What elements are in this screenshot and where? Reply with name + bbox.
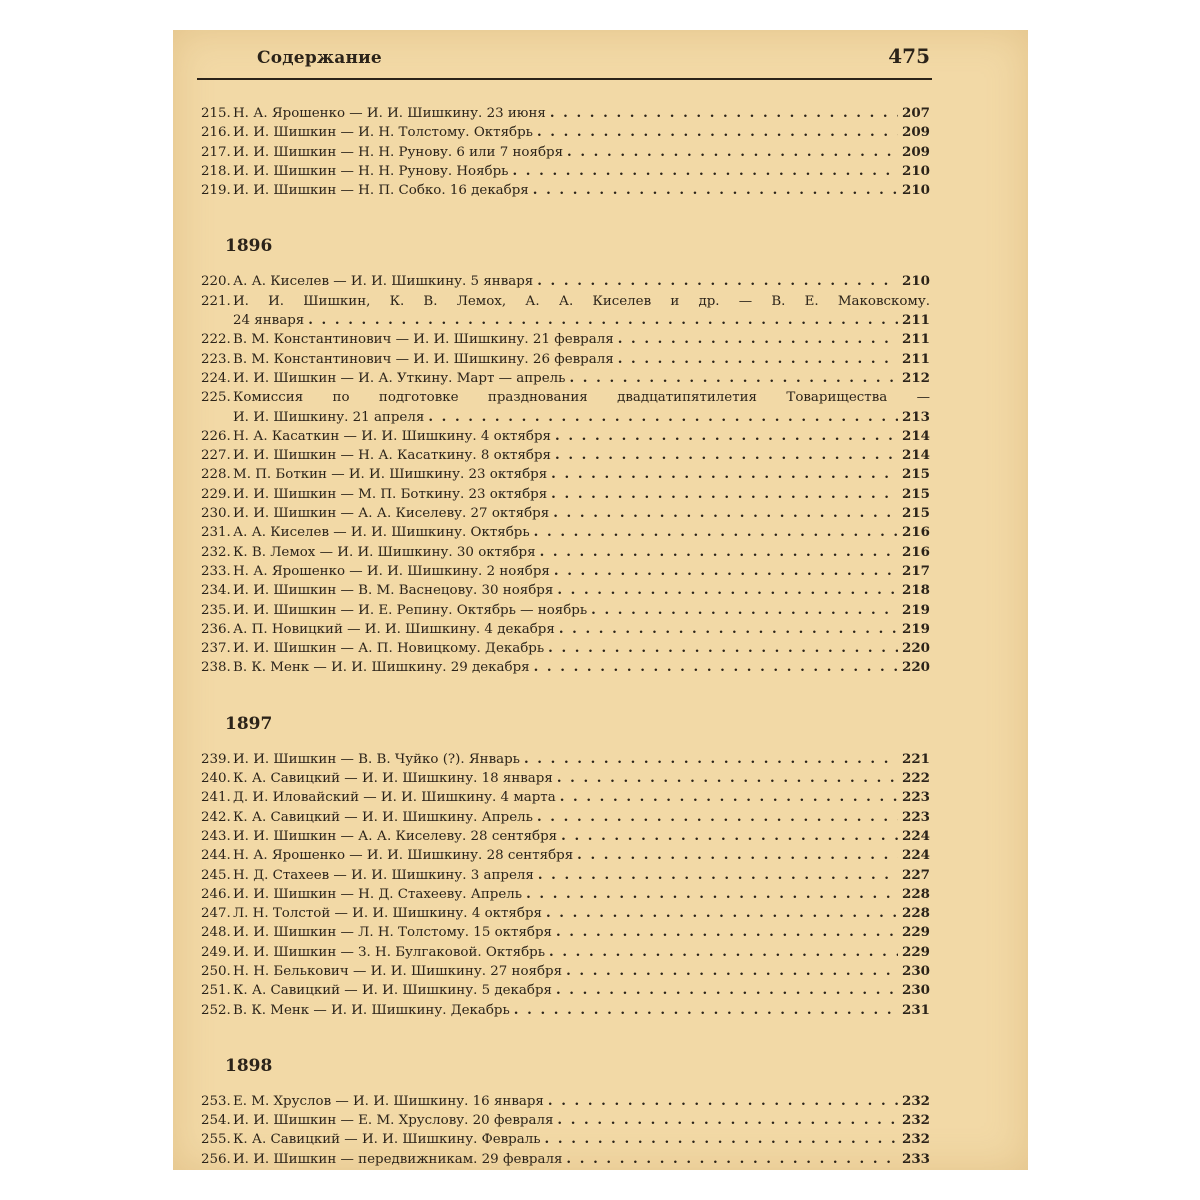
toc-entry	[201, 446, 930, 465]
entry-title: И. И. Шишкин — А. П. Новицкому. Декабрь	[233, 641, 545, 657]
toc-entry	[201, 330, 930, 349]
entry-title-continuation: И. И. Шишкину. 21 апреля	[233, 409, 425, 425]
entry-page-number: 207	[902, 105, 930, 121]
toc-entry	[201, 562, 930, 581]
dot-leader	[555, 446, 898, 465]
entry-page-number: 215	[902, 466, 930, 483]
toc-entry	[201, 1001, 930, 1020]
entry-title: Л. Н. Толстой — И. И. Шишкину. 4 октября	[233, 906, 542, 922]
entry-page-number: 211	[902, 350, 930, 367]
entry-title: В. К. Менк — И. И. Шишкину. 29 декабря	[233, 660, 530, 676]
toc-entry	[201, 485, 930, 504]
dot-leader	[540, 543, 898, 562]
toc-entry	[201, 581, 930, 600]
toc-entry	[201, 788, 930, 807]
entry-number: 222.	[201, 332, 231, 348]
entry-page-number: 211	[902, 312, 930, 329]
toc-entry	[201, 143, 930, 162]
entry-page-number: 213	[902, 408, 930, 425]
entry-page-number: 232	[902, 1092, 930, 1109]
dot-leader	[524, 750, 898, 769]
entry-title: И. И. Шишкин — И. Е. Репину. Октябрь — ноябрь	[233, 602, 588, 618]
dot-leader	[428, 408, 898, 427]
entry-number: 229.	[201, 486, 231, 502]
entry-page-number: 211	[902, 331, 930, 348]
entry-page-number: 215	[902, 485, 930, 502]
entry-number: 221.	[201, 293, 231, 309]
toc-entry	[201, 181, 930, 200]
entry-number: 233.	[201, 563, 231, 579]
dot-leader	[569, 369, 898, 388]
entry-number: 256.	[201, 1151, 231, 1167]
toc-entry	[201, 369, 930, 388]
entry-title: А. А. Киселев — И. И. Шишкину. Октябрь	[233, 525, 530, 541]
entry-title: К. А. Савицкий — И. И. Шишкину. 18 января	[233, 771, 553, 787]
dot-leader	[618, 350, 898, 369]
dot-leader	[591, 601, 898, 620]
toc-entry	[201, 620, 930, 639]
entry-page-number: 223	[902, 789, 930, 806]
running-title: Содержание	[257, 48, 382, 68]
toc-entry	[201, 750, 930, 769]
dot-leader	[560, 788, 898, 807]
entry-number: 241.	[201, 790, 231, 806]
page-header	[257, 44, 930, 72]
dot-leader	[557, 769, 898, 788]
entry-number: 219.	[201, 183, 231, 199]
entry-title: И. И. Шишкин — Н. П. Собко. 16 декабря	[233, 183, 529, 199]
entry-number: 231.	[201, 525, 231, 541]
dot-leader	[555, 427, 898, 446]
entry-number: 240.	[201, 771, 231, 787]
dot-leader	[566, 962, 898, 981]
entry-page-number: 214	[902, 447, 930, 464]
entry-title: Комиссия по подготовке празднования двадцатипятилетия Товарищества —	[233, 390, 930, 406]
year-heading: 1896	[225, 236, 273, 257]
toc-entry	[201, 162, 930, 181]
entry-number: 254.	[201, 1113, 231, 1129]
entry-number: 236.	[201, 621, 231, 637]
dot-leader	[534, 658, 898, 677]
dot-leader	[537, 272, 898, 291]
toc-entry	[201, 904, 930, 923]
entry-title: И. И. Шишкин — А. А. Киселеву. 27 октября	[233, 506, 550, 522]
entry-title: И. И. Шишкин — М. П. Боткину. 23 октября	[233, 486, 548, 502]
toc-entry	[201, 962, 930, 981]
entry-title: Н. Д. Стахеев — И. И. Шишкину. 3 апреля	[233, 867, 534, 883]
entry-page-number: 218	[902, 582, 930, 599]
dot-leader	[556, 981, 898, 1000]
toc-entry	[201, 601, 930, 620]
toc-entry	[201, 639, 930, 658]
entry-title: И. И. Шишкин — Н. Н. Рунову. 6 или 7 ноября	[233, 144, 564, 160]
dot-leader	[554, 562, 898, 581]
entry-number: 237.	[201, 641, 231, 657]
dot-leader	[549, 943, 898, 962]
dot-leader	[548, 639, 898, 658]
entry-title: Д. И. Иловайский — И. И. Шишкину. 4 марта	[233, 790, 556, 806]
entry-title-continuation: 24 января	[233, 313, 305, 329]
year-heading: 1898	[225, 1055, 273, 1076]
entry-number: 218.	[201, 163, 231, 179]
dot-leader	[618, 330, 898, 349]
year-heading: 1897	[225, 713, 273, 734]
toc-entry	[201, 1111, 930, 1130]
toc-entry	[201, 769, 930, 788]
entry-number: 239.	[201, 751, 231, 767]
toc-entry	[201, 272, 930, 291]
entry-page-number: 232	[902, 1112, 930, 1129]
entry-page-number: 227	[902, 866, 930, 883]
entry-page-number: 209	[902, 143, 930, 160]
entry-number: 224.	[201, 370, 231, 386]
toc-entry	[201, 923, 930, 942]
entry-title: И. И. Шишкин — В. М. Васнецову. 30 ноября	[233, 583, 554, 599]
entry-page-number: 229	[902, 924, 930, 941]
toc-entry	[201, 866, 930, 885]
entry-page-number: 219	[902, 620, 930, 637]
entry-title: И. И. Шишкин — А. А. Киселеву. 28 сентября	[233, 828, 558, 844]
entry-number: 242.	[201, 809, 231, 825]
toc-entry	[201, 1092, 930, 1111]
entry-number: 243.	[201, 828, 231, 844]
dot-leader	[551, 485, 898, 504]
entry-page-number: 220	[902, 659, 930, 676]
entry-title: К. А. Савицкий — И. И. Шишкину. 5 декабря	[233, 983, 552, 999]
entry-title: И. И. Шишкин — Н. Д. Стахееву. Апрель	[233, 886, 523, 902]
entry-number: 225.	[201, 390, 231, 406]
entry-title: Н. А. Ярошенко — И. И. Шишкину. 28 сентября	[233, 848, 574, 864]
entry-number: 227.	[201, 448, 231, 464]
dot-leader	[308, 311, 898, 330]
entry-page-number: 228	[902, 885, 930, 902]
entry-page-number: 230	[902, 962, 930, 979]
page-number: 475	[888, 44, 930, 68]
book-page	[173, 30, 1028, 1170]
entry-page-number: 224	[902, 827, 930, 844]
dot-leader	[550, 104, 898, 123]
dot-leader	[526, 885, 898, 904]
toc-entry	[201, 808, 930, 827]
entry-number: 249.	[201, 944, 231, 960]
entry-title: И. И. Шишкин, К. В. Лемох, А. А. Киселев и др. — В. Е. Маковскому.	[233, 293, 930, 309]
toc-entry	[201, 1150, 930, 1169]
dot-leader	[567, 143, 898, 162]
entry-number: 255.	[201, 1132, 231, 1148]
entry-number: 251.	[201, 983, 231, 999]
dot-leader	[534, 523, 898, 542]
entry-title: И. И. Шишкин — Н. А. Касаткину. 8 октября	[233, 448, 551, 464]
entry-title: М. П. Боткин — И. И. Шишкину. 23 октября	[233, 467, 548, 483]
dot-leader	[557, 1111, 898, 1130]
header-rule	[197, 78, 932, 80]
entry-title: Н. А. Ярошенко — И. И. Шишкину. 23 июня	[233, 106, 546, 121]
dot-leader	[537, 808, 898, 827]
entry-page-number: 232	[902, 1131, 930, 1148]
toc-entry	[201, 292, 930, 331]
entry-title: И. И. Шишкин — И. А. Уткину. Март — апрель	[233, 370, 566, 386]
entry-title: А. А. Киселев — И. И. Шишкину. 5 января	[233, 274, 534, 290]
entry-page-number: 229	[902, 943, 930, 960]
dot-leader	[545, 1130, 899, 1149]
entry-page-number: 228	[902, 905, 930, 922]
toc-entry	[201, 104, 930, 123]
entry-title: А. П. Новицкий — И. И. Шишкину. 4 декабря	[233, 621, 555, 637]
entry-number: 217.	[201, 144, 231, 160]
toc-entry	[201, 123, 930, 142]
entry-title: Н. А. Касаткин — И. И. Шишкину. 4 октября	[233, 428, 551, 444]
toc-entry	[201, 1130, 930, 1149]
entry-page-number: 222	[902, 770, 930, 787]
entry-number: 250.	[201, 963, 231, 979]
toc-entry	[201, 981, 930, 1000]
entry-number: 232.	[201, 544, 231, 560]
entry-title: И. И. Шишкин — передвижникам. 29 февраля	[233, 1151, 563, 1167]
entry-number: 238.	[201, 660, 231, 676]
entry-page-number: 221	[902, 750, 930, 767]
toc-entry	[201, 885, 930, 904]
dot-leader	[577, 846, 898, 865]
entry-title: И. И. Шишкин — Л. Н. Толстому. 15 октября	[233, 925, 552, 941]
entry-page-number: 210	[902, 182, 930, 199]
dot-leader	[566, 1150, 898, 1169]
dot-leader	[538, 866, 898, 885]
toc-entry	[201, 543, 930, 562]
entry-number: 245.	[201, 867, 231, 883]
entry-page-number: 215	[902, 505, 930, 522]
toc-entry	[201, 658, 930, 677]
entry-page-number: 230	[902, 982, 930, 999]
dot-leader	[533, 181, 898, 200]
entry-number: 248.	[201, 925, 231, 941]
dot-leader	[557, 581, 898, 600]
entry-number: 246.	[201, 886, 231, 902]
dot-leader	[561, 827, 898, 846]
entry-number: 247.	[201, 906, 231, 922]
entry-page-number: 233	[902, 1150, 930, 1167]
entry-number: 234.	[201, 583, 231, 599]
entry-page-number: 217	[902, 562, 930, 579]
dot-leader	[551, 465, 898, 484]
entry-title: И. И. Шишкин — Н. Н. Рунову. Ноябрь	[233, 163, 509, 179]
entry-page-number: 210	[902, 273, 930, 290]
dot-leader	[548, 1092, 898, 1111]
entry-title: В. М. Константинович — И. И. Шишкину. 26 февраля	[233, 351, 614, 367]
entry-title: И. И. Шишкин — В. В. Чуйко (?). Январь	[233, 751, 520, 767]
toc-entry	[201, 388, 930, 427]
entry-title: И. И. Шишкин — И. Н. Толстому. Октябрь	[233, 125, 533, 141]
toc-entry	[201, 827, 930, 846]
toc-entry	[201, 504, 930, 523]
toc-entry	[201, 943, 930, 962]
entry-title: К. А. Савицкий — И. И. Шишкину. Апрель	[233, 809, 533, 825]
entry-page-number: 224	[902, 847, 930, 864]
entry-number: 215.	[201, 106, 231, 121]
entry-page-number: 214	[902, 427, 930, 444]
entry-page-number: 216	[902, 543, 930, 560]
entry-title: В. М. Константинович — И. И. Шишкину. 21 февраля	[233, 332, 614, 348]
dot-leader	[537, 123, 898, 142]
toc-entry	[201, 350, 930, 369]
entry-title: К. В. Лемох — И. И. Шишкину. 30 октября	[233, 544, 536, 560]
toc-entry	[201, 465, 930, 484]
entry-number: 252.	[201, 1002, 231, 1018]
entry-number: 220.	[201, 274, 231, 290]
entry-number: 244.	[201, 848, 231, 864]
entry-page-number: 220	[902, 640, 930, 657]
dot-leader	[512, 162, 898, 181]
entry-title: Е. М. Хруслов — И. И. Шишкину. 16 января	[233, 1093, 544, 1109]
entry-page-number: 231	[902, 1001, 930, 1018]
toc-entry	[201, 427, 930, 446]
entry-number: 228.	[201, 467, 231, 483]
entry-page-number: 219	[902, 601, 930, 618]
entry-number: 216.	[201, 125, 231, 141]
entry-title: И. И. Шишкин — Е. М. Хруслову. 20 февраля	[233, 1113, 554, 1129]
entry-title: К. А. Савицкий — И. И. Шишкину. Февраль	[233, 1132, 541, 1148]
entry-page-number: 210	[902, 162, 930, 179]
dot-leader	[556, 923, 898, 942]
entry-title: Н. А. Ярошенко — И. И. Шишкину. 2 ноября	[233, 563, 550, 579]
entry-number: 235.	[201, 602, 231, 618]
entry-title: В. К. Менк — И. И. Шишкину. Декабрь	[233, 1002, 510, 1018]
dot-leader	[559, 620, 898, 639]
table-of-contents	[201, 104, 930, 1169]
entry-page-number: 223	[902, 808, 930, 825]
entry-number: 223.	[201, 351, 231, 367]
dot-leader	[553, 504, 898, 523]
entry-page-number: 216	[902, 524, 930, 541]
entry-title: Н. Н. Белькович — И. И. Шишкину. 27 ноября	[233, 963, 563, 979]
entry-number: 230.	[201, 506, 231, 522]
dot-leader	[514, 1001, 898, 1020]
entry-title: И. И. Шишкин — З. Н. Булгаковой. Октябрь	[233, 944, 546, 960]
entry-page-number: 209	[902, 124, 930, 141]
toc-entry	[201, 523, 930, 542]
entry-page-number: 212	[902, 369, 930, 386]
entry-number: 253.	[201, 1093, 231, 1109]
entry-number: 226.	[201, 428, 231, 444]
dot-leader	[546, 904, 898, 923]
toc-entry	[201, 846, 930, 865]
